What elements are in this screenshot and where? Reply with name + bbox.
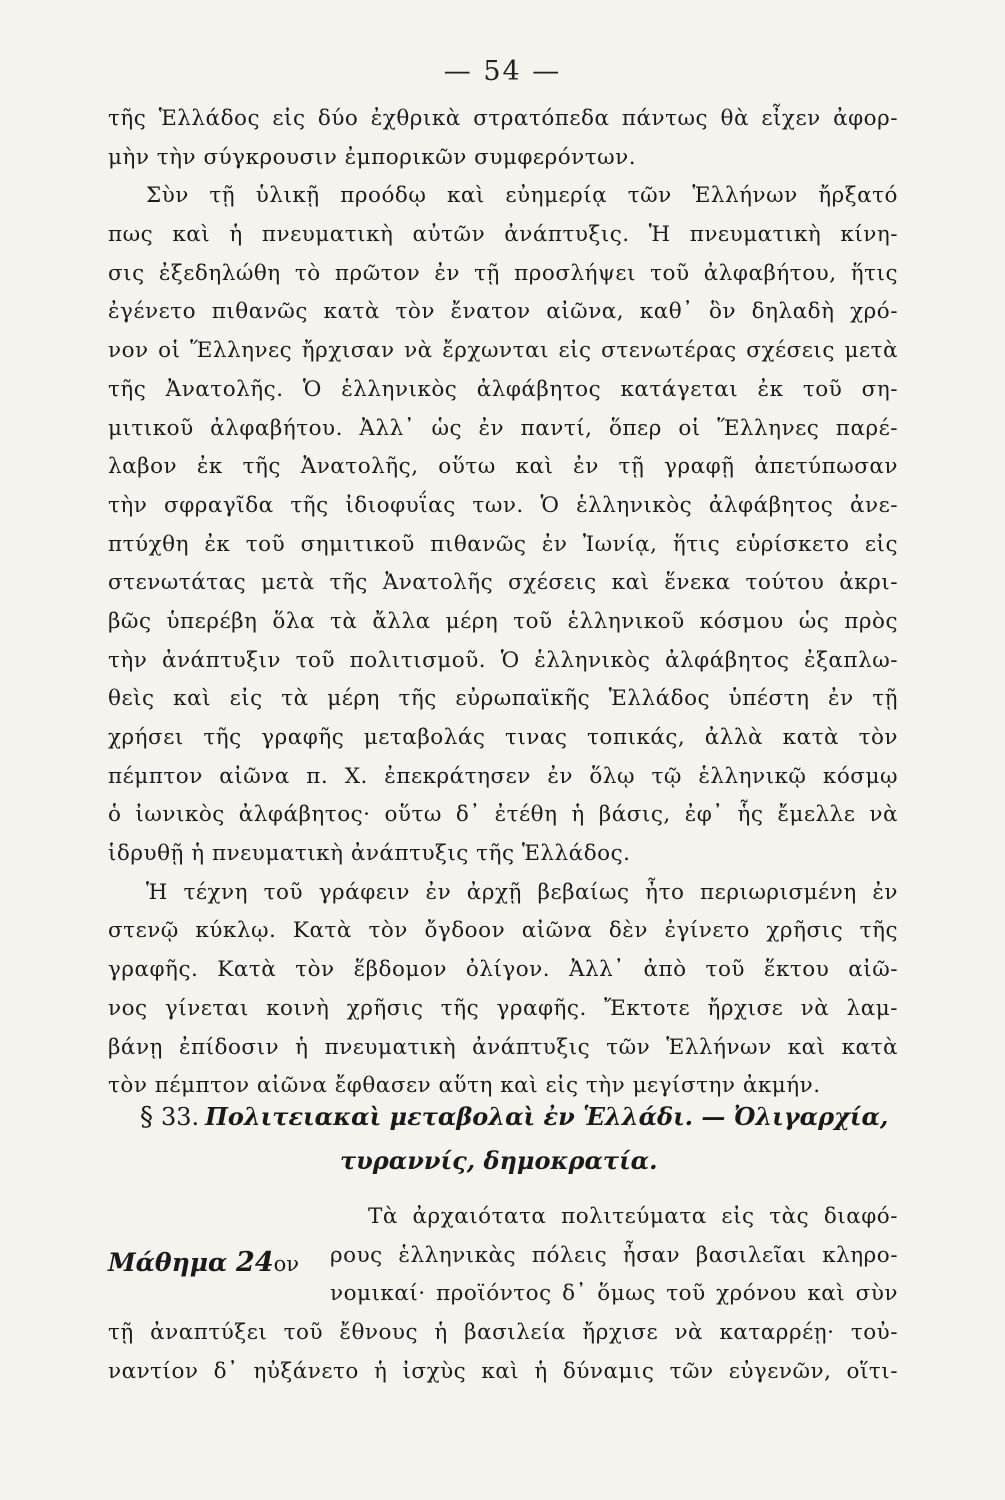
text-line: Σὺν τῇ ὑλικῇ προόδῳ καὶ εὐημερίᾳ τῶν Ἑλλήνων ἤρξατό: [146, 183, 898, 209]
text-line: σις ἐξεδηλώθη τὸ πρῶτον ἐν τῇ προσλήψει τοῦ ἀλφαβήτου, ἥτις: [108, 260, 898, 286]
text-line: Ἡ τέχνη τοῦ γράφειν ἐν ἀρχῇ βεβαίως ἦτο περιωρισμένη ἐν: [146, 879, 898, 905]
section-title-line-2: τυραννίς, δημοκρατία.: [340, 1146, 658, 1175]
text-line: νος γίνεται κοινὴ χρῆσις τῆς γραφῆς. Ἔκτοτε ἤρχισε νὰ λαμ-: [108, 995, 898, 1021]
section-title-line-1: Πολιτειακαὶ μεταβολαὶ ἐν Ἑλλάδι. — Ὀλιγαρχία,: [205, 1102, 889, 1131]
text-line: βάνῃ ἐπίδοσιν ἡ πνευματικὴ ἀνάπτυξις τῶν Ἑλλήνων καὶ κατὰ: [108, 1034, 898, 1060]
text-line: στενῷ κύκλῳ. Κατὰ τὸν ὄγδοον αἰῶνα δὲν ἐγίνετο χρῆσις τῆς: [108, 918, 898, 944]
text-line: πτύχθη ἐκ τοῦ σημιτικοῦ πιθανῶς ἐν Ἰωνίᾳ, ἥτις εὑρίσκετο εἰς: [108, 531, 898, 557]
section-text-full-width: [108, 1314, 898, 1391]
text-line: ἐγένετο πιθανῶς κατὰ τὸν ἔνατον αἰῶνα, καθ᾿ ὃν δηλαδὴ χρό-: [108, 299, 898, 325]
text-line: γραφῆς. Κατὰ τὸν ἕβδομον ὀλίγον. Ἀλλ᾿ ἀπὸ τοῦ ἕκτου αἰῶ-: [108, 957, 898, 983]
text-line: στενωτάτας μετὰ τῆς Ἀνατολῆς σχέσεις καὶ ἕνεκα τούτου ἀκρι-: [108, 570, 898, 596]
text-line: ναντίον δ᾿ ηὐξάνετο ἡ ἰσχὺς καὶ ἡ δύναμις τῶν εὐγενῶν, οἵτι-: [108, 1358, 898, 1384]
body-text: [108, 100, 898, 1106]
text-line: νομικαί· προϊόντος δ᾿ ὅμως τοῦ χρόνου καὶ σὺν: [330, 1281, 898, 1307]
text-line: πέμπτον αἰῶνα π. Χ. ἐπεκράτησεν ἐν ὅλῳ τῷ ἑλληνικῷ κόσμῳ: [108, 763, 898, 789]
text-line: ὁ ἰωνικὸς ἀλφάβητος· οὕτω δ᾿ ἐτέθη ἡ βάσις, ἐφ᾿ ἧς ἔμελλε νὰ: [108, 802, 898, 828]
text-line: μιτικοῦ ἀλφαβήτου. Ἀλλ᾿ ὡς ἐν παντί, ὅπερ οἱ Ἕλληνες παρέ-: [108, 415, 898, 441]
text-line: θεὶς καὶ εἰς τὰ μέρη τῆς εὐρωπαϊκῆς Ἑλλάδος ὑπέστη ἐν τῇ: [108, 686, 898, 712]
text-line: τῆς Ἀνατολῆς. Ὁ ἑλληνικὸς ἀλφάβητος κατάγεται ἐκ τοῦ ση-: [108, 376, 898, 402]
lesson-number-suffix: ον: [273, 1252, 300, 1276]
text-line: πως καὶ ἡ πνευματικὴ αὐτῶν ἀνάπτυξις. Ἡ πνευματικὴ κίνη-: [108, 222, 898, 248]
section-text-beside-label: [330, 1198, 898, 1314]
text-line: χρήσει τῆς γραφῆς μεταβολάς τινας τοπικάς, ἀλλὰ κατὰ τὸν: [108, 725, 898, 750]
section-number: 33.: [161, 1103, 200, 1131]
text-line: ἱδρυθῇ ἡ πνευματικὴ ἀνάπτυξις τῆς Ἑλλάδος.: [108, 841, 631, 867]
section-heading-line-1: [140, 1095, 900, 1139]
text-line: τὴν σφραγῖδα τῆς ἰδιοφυΐας των. Ὁ ἑλληνικὸς ἀλφάβητος ἀνε-: [108, 492, 898, 518]
text-line: λαβον ἐκ τῆς Ἀνατολῆς, οὕτω καὶ ἐν τῇ γραφῇ ἀπετύπωσαν: [108, 454, 898, 480]
section-heading: [140, 1095, 900, 1183]
text-line: Τὰ ἀρχαιότατα πολιτεύματα εἰς τὰς διαφό-: [368, 1204, 898, 1229]
text-line: τὸν πέμπτον αἰῶνα ἔφθασεν αὕτη καὶ εἰς τὴν μεγίστην ἀκμήν.: [108, 1073, 821, 1099]
text-line: ρους ἑλληνικὰς πόλεις ἦσαν βασιλεῖαι κληρο-: [330, 1242, 898, 1268]
lesson-marginal-label: [108, 1247, 299, 1278]
text-line: τὴν ἀνάπτυξιν τοῦ πολιτισμοῦ. Ὁ ἑλληνικὸς ἀλφάβητος ἐξαπλω-: [108, 647, 898, 673]
text-line: νον οἱ Ἕλληνες ἤρχισαν νὰ ἔρχωνται εἰς στενωτέρας σχέσεις μετὰ: [108, 338, 898, 364]
text-line: βῶς ὑπερέβη ὅλα τὰ ἄλλα μέρη τοῦ ἑλληνικοῦ κόσμου ὡς πρὸς: [108, 608, 898, 634]
lesson-label: Μάθημα: [108, 1248, 228, 1277]
section-mark: §: [140, 1102, 153, 1132]
text-line: μὴν τὴν σύγκρουσιν ἐμπορικῶν συμφερόντων.: [108, 144, 637, 170]
text-line: τῆς Ἑλλάδος εἰς δύο ἐχθρικὰ στρατόπεδα πάντως θὰ εἶχεν ἀφορ-: [108, 106, 898, 131]
page-number: — 54 —: [443, 56, 562, 87]
lesson-number: 24: [236, 1247, 274, 1278]
text-line: τῇ ἀναπτύξει τοῦ ἔθνους ἡ βασιλεία ἤρχισε νὰ καταρρέῃ· τοὐ-: [108, 1320, 898, 1345]
